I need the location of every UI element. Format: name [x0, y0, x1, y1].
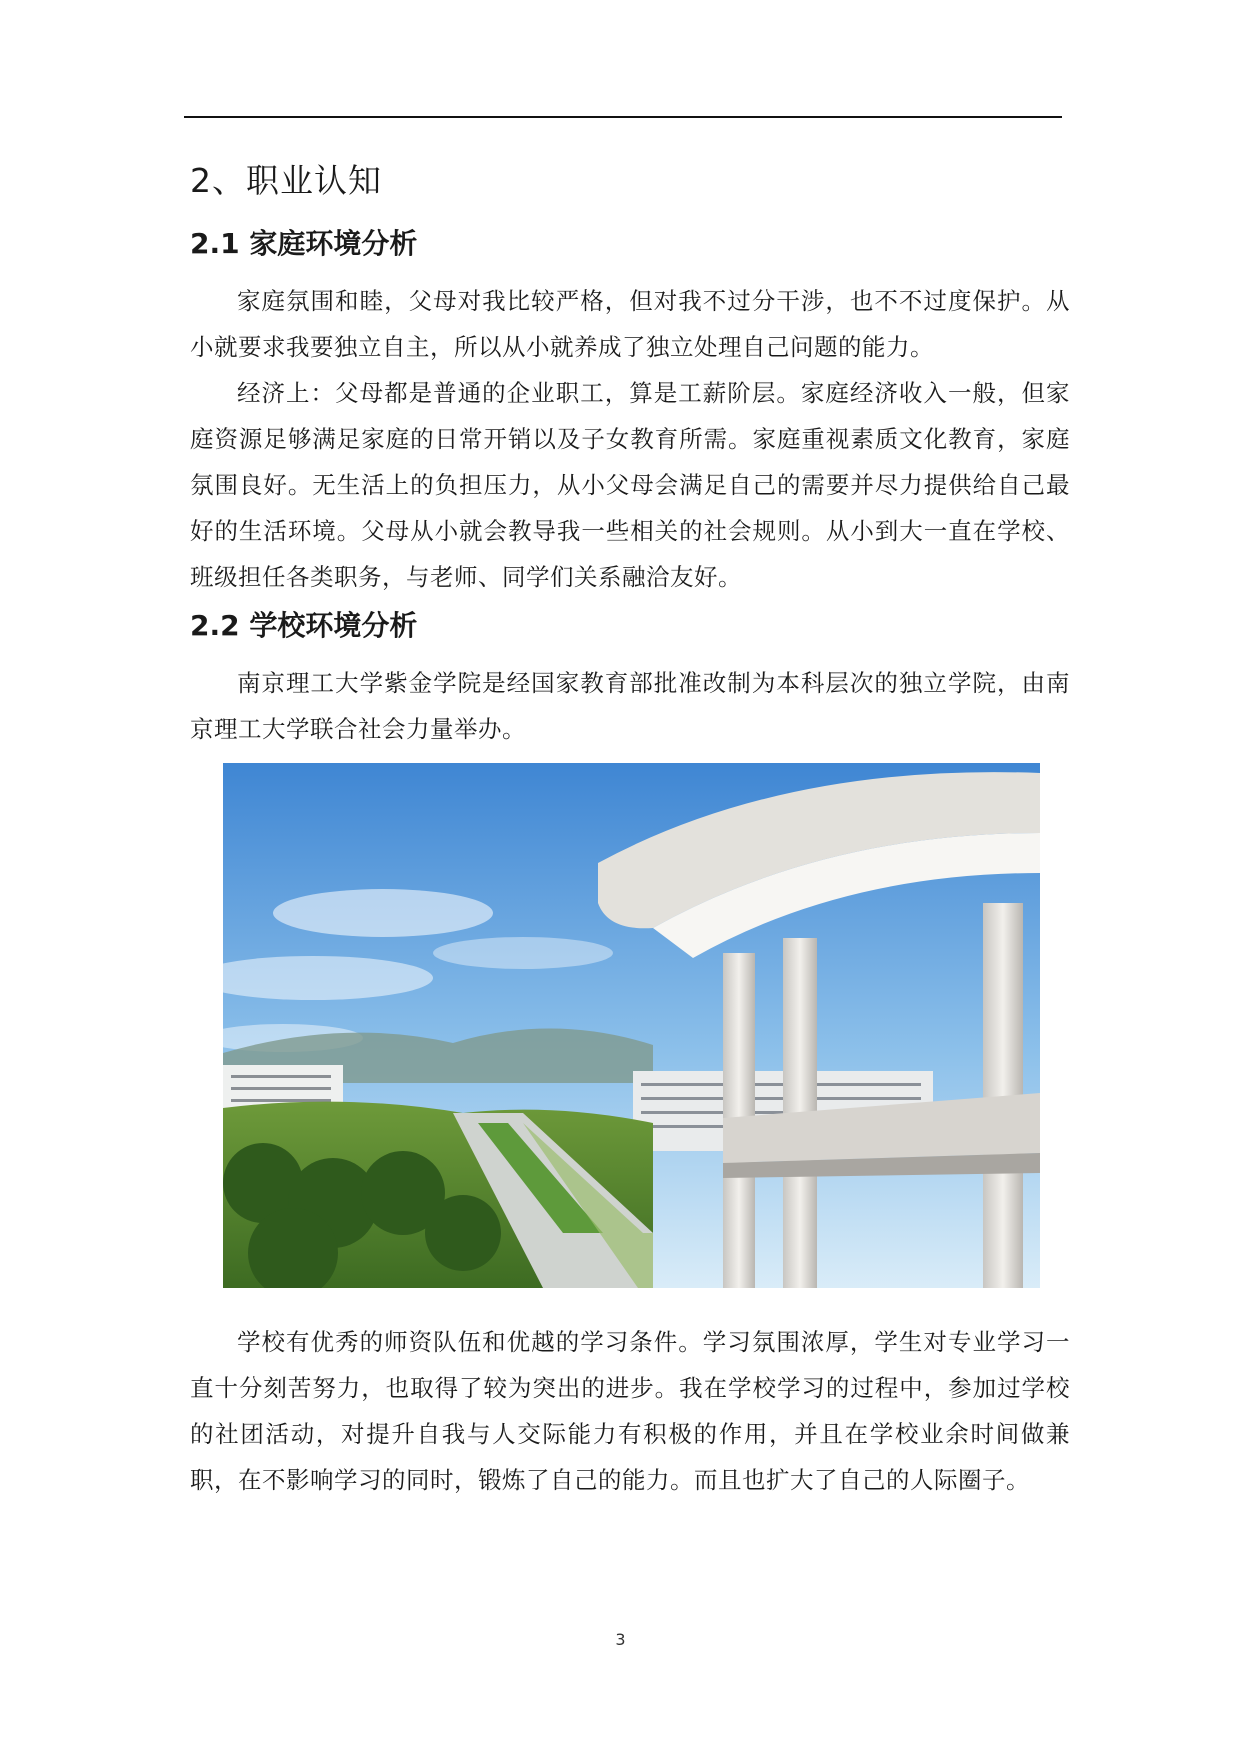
section-title: 2、职业认知: [190, 161, 382, 200]
main-content: [190, 158, 1070, 752]
school-intro-paragraph: 南京理工大学紫金学院是经国家教育部批准改制为本科层次的独立学院，由南京理工大学联合社会力量举办。: [190, 669, 1070, 743]
school-paragraph: 学校有优秀的师资队伍和优越的学习条件。学习氛围浓厚，学生对专业学习一直十分刻苦努力，也取得了较为突出的进步。我在学校学习的过程中，参加过学校的社团活动，对提升自我与人交际能力有积极的作用，并且在学校业余时间做兼职，在不影响学习的同时，锻炼了自己的能力。而且也扩大了自己的人际圈子。: [190, 1328, 1070, 1494]
campus-photo: [223, 763, 1040, 1288]
page-number: 3: [615, 1630, 626, 1649]
family-paragraph-1: 家庭氛围和睦，父母对我比较严格，但对我不过分干涉，也不不过度保护。从小就要求我要独立自主，所以从小就养成了独立处理自己问题的能力。: [190, 287, 1070, 361]
family-heading: 2.1 家庭环境分析: [190, 227, 418, 260]
header-rule: [184, 116, 1062, 118]
family-paragraph-2: 经济上：父母都是普通的企业职工，算是工薪阶层。家庭经济收入一般，但家庭资源足够满足家庭的日常开销以及子女教育所需。家庭重视素质文化教育，家庭氛围良好。无生活上的负担压力，从小父母会满足自己的需要并尽力提供给自己最好的生活环境。父母从小就会教导我一些相关的社会规则。从小到大一直在学校、班级担任各类职务，与老师、同学们关系融洽友好。: [190, 379, 1070, 591]
school-details: [190, 1319, 1070, 1503]
school-heading: 2.2 学校环境分析: [190, 609, 418, 642]
